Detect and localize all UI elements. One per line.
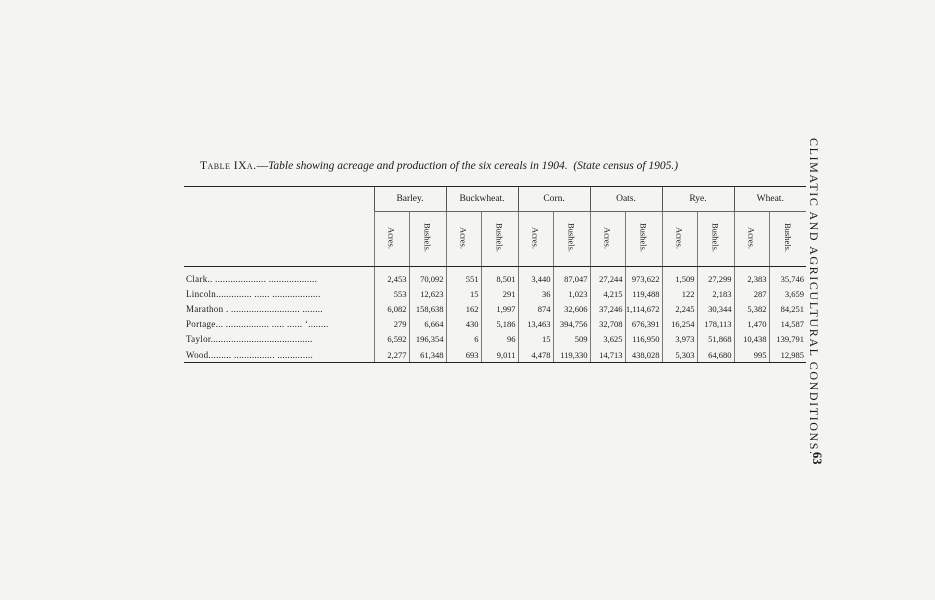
header-buckwheat: Buckwheat. xyxy=(446,187,518,212)
cell: 12,623 xyxy=(409,286,446,301)
subheader-bushels: Bushels. xyxy=(409,212,446,267)
cell: 3,973 xyxy=(662,332,697,347)
cell: 139,791 xyxy=(769,332,806,347)
header-wheat: Wheat. xyxy=(734,187,806,212)
subheader-bushels: Bushels. xyxy=(481,212,518,267)
caption-note: (State census of 1905.) xyxy=(573,160,679,172)
table-row xyxy=(184,347,806,363)
cell: 27,244 xyxy=(590,267,625,287)
cell: 116,950 xyxy=(625,332,662,347)
caption-dash: — xyxy=(256,160,269,172)
cell: 676,391 xyxy=(625,317,662,332)
group-header-row xyxy=(184,187,806,212)
cell: 122 xyxy=(662,286,697,301)
cell: 162 xyxy=(446,301,481,316)
subheader-bushels: Bushels. xyxy=(625,212,662,267)
subheader-acres: Acres. xyxy=(446,212,481,267)
cell: 14,713 xyxy=(590,347,625,363)
cell: 3,659 xyxy=(769,286,806,301)
table-row xyxy=(184,301,806,316)
cell: 37,246 xyxy=(590,301,625,316)
cell: 35,746 xyxy=(769,267,806,287)
subheader-acres: Acres. xyxy=(662,212,697,267)
cell: 12,985 xyxy=(769,347,806,363)
cell: 6 xyxy=(446,332,481,347)
cell: 87,047 xyxy=(553,267,590,287)
cell: 1,114,672 xyxy=(625,301,662,316)
row-label: Taylor........................................ xyxy=(186,334,313,345)
subheader-acres: Acres. xyxy=(734,212,769,267)
cell: 2,383 xyxy=(734,267,769,287)
cell: 553 xyxy=(374,286,409,301)
cell: 10,438 xyxy=(734,332,769,347)
subheader-bushels: Bushels. xyxy=(769,212,806,267)
cell: 279 xyxy=(374,317,409,332)
cell: 27,299 xyxy=(697,267,734,287)
cell: 9,011 xyxy=(481,347,518,363)
cell: 394,756 xyxy=(553,317,590,332)
subheader-bushels: Bushels. xyxy=(553,212,590,267)
table-row xyxy=(184,317,806,332)
cell: 32,606 xyxy=(553,301,590,316)
cell: 438,028 xyxy=(625,347,662,363)
cell: 32,708 xyxy=(590,317,625,332)
row-label: Wood......... ................ .............. xyxy=(184,347,374,363)
subheader-acres: Acres. xyxy=(374,212,409,267)
cell: 14,587 xyxy=(769,317,806,332)
cell: 430 xyxy=(446,317,481,332)
cell: 119,330 xyxy=(553,347,590,363)
cell: 61,348 xyxy=(409,347,446,363)
cell: 51,868 xyxy=(697,332,734,347)
caption-text: Table showing acreage and production of the six cereals in 1904. xyxy=(268,160,568,172)
header-barley: Barley. xyxy=(374,187,446,212)
cell: 6,664 xyxy=(409,317,446,332)
sub-header-row xyxy=(184,212,806,267)
cell: 158,638 xyxy=(409,301,446,316)
table-caption xyxy=(200,160,820,172)
row-label: Lincoln.............. ...... ................... xyxy=(186,288,321,299)
table-row xyxy=(184,267,806,287)
caption-lead: Table IXa. xyxy=(200,160,257,172)
cell: 1,023 xyxy=(553,286,590,301)
row-label: Marathon . ........................... ........ xyxy=(186,303,323,314)
cell: 15 xyxy=(446,286,481,301)
cell: 5,186 xyxy=(481,317,518,332)
cell: 1,470 xyxy=(734,317,769,332)
cell: 119,488 xyxy=(625,286,662,301)
cell: 8,501 xyxy=(481,267,518,287)
subheader-bushels: Bushels. xyxy=(697,212,734,267)
cell: 4,215 xyxy=(590,286,625,301)
cell: 551 xyxy=(446,267,481,287)
cell: 13,463 xyxy=(518,317,553,332)
cell: 16,254 xyxy=(662,317,697,332)
cereals-table xyxy=(184,186,806,363)
cell: 3,440 xyxy=(518,267,553,287)
header-rye: Rye. xyxy=(662,187,734,212)
subheader-acres: Acres. xyxy=(518,212,553,267)
cell: 995 xyxy=(734,347,769,363)
page-number: 63 xyxy=(810,452,824,465)
row-label: Portage... ................. ..... ...... ‘........ xyxy=(186,319,329,330)
cell: 1,997 xyxy=(481,301,518,316)
stub-header xyxy=(184,187,374,212)
subheader-acres: Acres. xyxy=(590,212,625,267)
cell: 5,303 xyxy=(662,347,697,363)
cell: 2,453 xyxy=(374,267,409,287)
cell: 287 xyxy=(734,286,769,301)
cell: 178,113 xyxy=(697,317,734,332)
table-row xyxy=(184,286,806,301)
cell: 2,183 xyxy=(697,286,734,301)
cell: 6,592 xyxy=(374,332,409,347)
cell: 64,680 xyxy=(697,347,734,363)
cell: 693 xyxy=(446,347,481,363)
cell: 1,509 xyxy=(662,267,697,287)
row-label: Clark.. .................... ................... xyxy=(186,273,318,284)
cell: 15 xyxy=(518,332,553,347)
cell: 6,082 xyxy=(374,301,409,316)
cell: 874 xyxy=(518,301,553,316)
header-corn: Corn. xyxy=(518,187,590,212)
cell: 973,622 xyxy=(625,267,662,287)
cell: 3,625 xyxy=(590,332,625,347)
cell: 4,478 xyxy=(518,347,553,363)
cell: 36 xyxy=(518,286,553,301)
running-title: CLIMATIC AND AGRICULTURAL CONDITIONS. xyxy=(807,138,821,456)
cell: 509 xyxy=(553,332,590,347)
cell: 70,092 xyxy=(409,267,446,287)
cell: 84,251 xyxy=(769,301,806,316)
cell: 96 xyxy=(481,332,518,347)
header-oats: Oats. xyxy=(590,187,662,212)
cell: 5,382 xyxy=(734,301,769,316)
cell: 2,277 xyxy=(374,347,409,363)
cell: 196,354 xyxy=(409,332,446,347)
table-row xyxy=(184,332,806,347)
cell: 2,245 xyxy=(662,301,697,316)
cell: 30,344 xyxy=(697,301,734,316)
cell: 291 xyxy=(481,286,518,301)
